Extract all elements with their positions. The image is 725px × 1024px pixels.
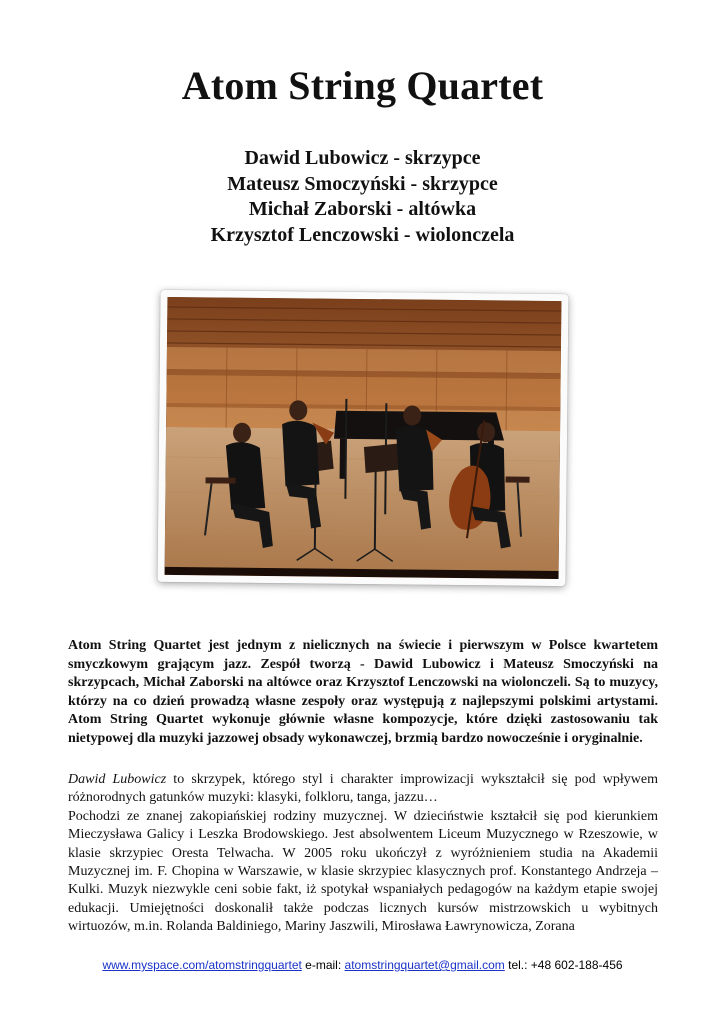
website-link[interactable]: www.myspace.com/atomstringquartet [102, 958, 302, 972]
footer-contact [0, 958, 725, 972]
bio-paragraph-1 [68, 771, 658, 808]
member-line: Dawid Lubowicz - skrzypce [244, 147, 481, 169]
member-line: Krzysztof Lenczowski - wiolonczela [210, 223, 515, 246]
member-line: Mateusz Smoczyński - skrzypce [227, 172, 498, 195]
page-title: Atom String Quartet [181, 63, 544, 108]
email-label: e-mail: [301, 958, 345, 972]
member-line: Michał Zaborski - altówka [248, 198, 477, 220]
email-link[interactable]: atomstringquartet@gmail.com [344, 958, 505, 972]
bio-name: Dawid Lubowicz [68, 772, 167, 787]
photo-frame [157, 290, 568, 586]
bio-section [68, 771, 658, 937]
quartet-concert-photo [165, 297, 562, 579]
member-list [0, 146, 725, 248]
phone-text: tel.: +48 602-188-456 [504, 958, 623, 972]
intro-paragraph: Atom String Quartet jest jednym z nielicznych na świecie i pierwszym w Polsce kwartetem smyczkowym grającym jazz. Zespół tworzą - Dawid Lubowicz i Mateusz Smoczyński na skrzypcach, Michał Zaborski na altówce oraz Krzysztof Lenczowski na wiolonczeli. Są to muzycy, którzy na co dzień prowadzą własne zespoły oraz występują z najlepszymi polskimi artystami. Atom String Quartet wykonuje głównie własne kompozycje, które dzięki zastosowaniu tak nietypowej dla muzyki jazzowej obsady wykonawczej, brzmią bardzo nowocześnie i oryginalnie. [68, 638, 658, 746]
bio-paragraph-2: Pochodzi ze znanej zakopiańskiej rodziny muzycznej. W dzieciństwie kształcił się pod kierunkiem Mieczysława Galicy i Leszka Brodowskiego. Jest absolwentem Liceum Muzycznego w Rzeszowie, w klasie skrzypiec Oresta Telwacha. W 2005 roku ukończył z wyróżnieniem studia na Akademii Muzycznej im. F. Chopina w Warszawie, w klasie skrzypiec klasycznych prof. Konstantego Andrzeja – Kulki. Muzyk niezwykle ceni sobie fakt, iż spotykał wspaniałych pedagogów na każdym etapie swojej edukacji. Umiejętności doskonalił także podczas licznych kursów mistrzowskich u wybitnych wirtuozów, m.in. Rolanda Baldiniego, Mariny Jaszwili, Mirosława Ławrynowicza, Zorana [68, 808, 658, 935]
bio-intro-text: to skrzypek, którego styl i charakter improwizacji wykształcił się pod wpływem różnorodnych gatunków muzyki: klasyki, folkloru, tanga, jazzu… [68, 772, 658, 806]
